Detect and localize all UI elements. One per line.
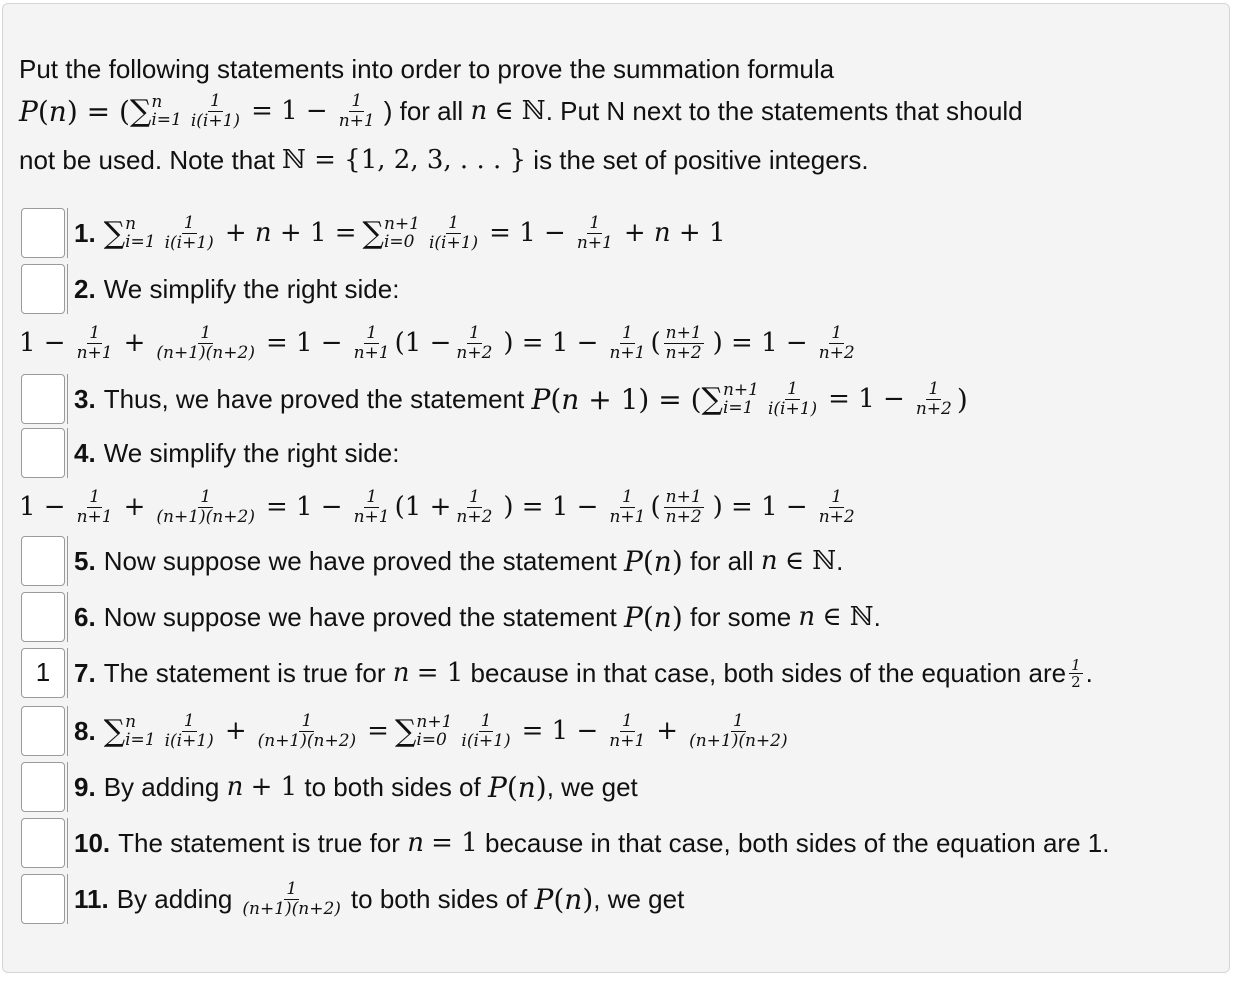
statement-4-formula: 1 − $\frac{1}{n+1}$ + $\frac{1}{(n+1)(n+2)}$ = 1 − $\frac{1}{n+1}$ (1 + $\frac{1}{n+2}$ ) = 1 − $\frac{1}{n+1}$ ( $\frac{n+1}{n+2}$ ) = 1 − $\frac{1}{n+2}$ <box>19 486 855 527</box>
statement-10: 10. The statement is true for n = 1 because in that case, both sides of the equation are 1. <box>67 818 1109 868</box>
statement-8: 8. ∑ n i=1 $\frac{1}{i(i+1)}$ + $\frac{1}{(n+1)(n+2)}$ = ∑ n+1 i=0 $\frac{1}{i(i+1)}$ = 1 − $\frac{1}{n+1}$ + $\frac{1}{(n+1)(n+2)}$ <box>67 706 793 756</box>
answer-box-6[interactable] <box>21 592 65 642</box>
statement-2: 2. We simplify the right side: <box>67 264 399 314</box>
answer-box-10[interactable] <box>21 818 65 868</box>
answer-box-8[interactable] <box>21 706 65 756</box>
answer-box-1[interactable] <box>21 208 65 258</box>
statement-3: 3. Thus, we have proved the statement P ( n + 1) = ( ∑ n+1 i=1 $\frac{1}{i(i+1)}$ = 1 − $\frac{1}{n+2}$ ) <box>67 374 968 424</box>
statement-9: 9. By adding n + 1 to both sides of P ( n ) , we get <box>67 762 638 812</box>
answer-box-9[interactable] <box>21 762 65 812</box>
statement-1: 1. ∑ n i=1 $\frac{1}{i(i+1)}$ + n + 1 = ∑ n+1 i=0 $\frac{1}{i(i+1)}$ = 1 − $\frac{1}{n+1}$ + n + 1 <box>67 208 732 258</box>
answer-box-4[interactable] <box>21 428 65 478</box>
answer-box-2[interactable] <box>21 264 65 314</box>
answer-box-7[interactable]: 1 <box>21 648 65 698</box>
instructions-line-1: Put the following statements into order to prove the summation formula <box>19 54 835 84</box>
answer-box-11[interactable] <box>21 874 65 924</box>
answer-box-3[interactable] <box>21 374 65 424</box>
statement-4: 4. We simplify the right side: <box>67 428 399 478</box>
statement-6: 6. Now suppose we have proved the statement P ( n ) for some n ∈ ℕ . <box>67 592 881 642</box>
statement-7: 7. The statement is true for n = 1 because in that case, both sides of the equation are $\frac{1}{2}$ . <box>67 648 1093 698</box>
instructions-line-2: P ( n ) = ( ∑ n i=1 $\frac{1}{i(i+1)}$ = 1 − $\frac{1}{n+1}$ ) for all n ∈ ℕ . Put N next to the statements that should <box>19 90 1023 131</box>
answer-box-5[interactable] <box>21 536 65 586</box>
statement-11: 11. By adding $\frac{1}{(n+1)(n+2)}$ to both sides of P ( n ) , we get <box>67 874 684 924</box>
instructions-line-3: not be used. Note that ℕ = {1, 2, 3, . . . } is the set of positive integers. <box>19 144 869 175</box>
statement-5: 5. Now suppose we have proved the statement P ( n ) for all n ∈ ℕ . <box>67 536 843 586</box>
statement-2-formula: 1 − $\frac{1}{n+1}$ + $\frac{1}{(n+1)(n+2)}$ = 1 − $\frac{1}{n+1}$ (1 − $\frac{1}{n+2}$ ) = 1 − $\frac{1}{n+1}$ ( $\frac{n+1}{n+2}$ ) = 1 − $\frac{1}{n+2}$ <box>19 322 855 363</box>
